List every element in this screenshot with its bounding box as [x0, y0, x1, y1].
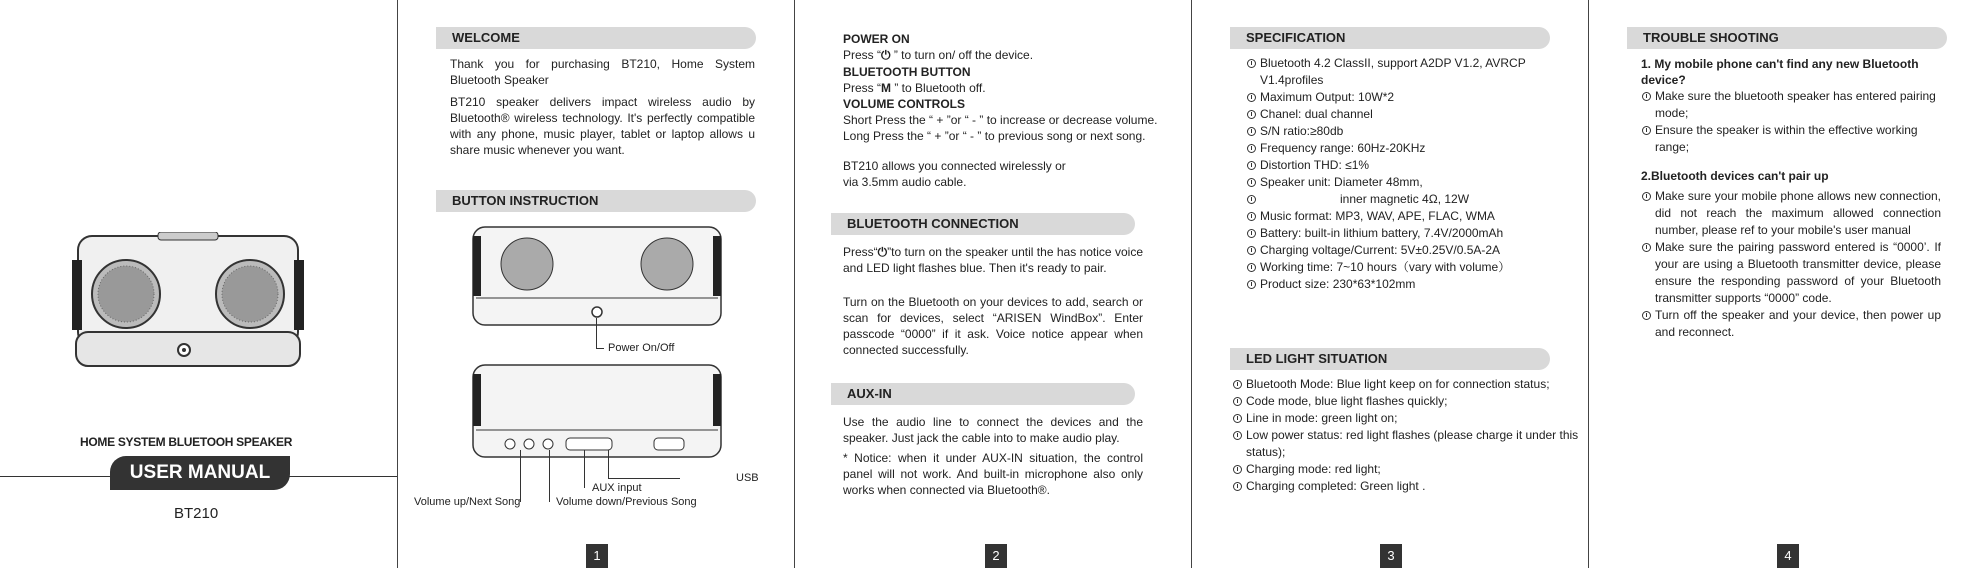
led-light-heading: LED LIGHT SITUATION — [1230, 348, 1550, 370]
spec-item: Battery: built-in lithium battery, 7.4V/2000mAh — [1246, 225, 1566, 242]
specification-heading: SPECIFICATION — [1230, 27, 1550, 49]
volume-long-press: Long Press the “ + ”or “ - ” to previous song or next song. — [843, 129, 1146, 143]
answer-item: Make sure your mobile phone allows new connection, did not reach the maximum allowed connection number, please ref to your mobile's user manual — [1641, 188, 1941, 239]
spec-item: Speaker unit: Diameter 48mm, — [1246, 174, 1566, 191]
answer-2-list — [1641, 188, 1941, 341]
bluetooth-connection-heading: BLUETOOTH CONNECTION — [831, 213, 1135, 235]
volume-controls-heading: VOLUME CONTROLS — [843, 97, 965, 111]
volume-down-prev-label: Volume down/Previous Song — [556, 496, 697, 508]
button-instruction-heading: BUTTON INSTRUCTION — [436, 190, 756, 212]
cover-panel — [0, 0, 397, 568]
spec-item: Product size: 230*63*102mm — [1246, 276, 1566, 293]
led-status-list — [1232, 376, 1582, 495]
page-3 — [1191, 0, 1588, 568]
page-number-2: 2 — [985, 544, 1007, 568]
spec-item: Bluetooth 4.2 ClassII, support A2DP V1.2, AVRCP V1.4profiles — [1246, 55, 1566, 89]
wireless-note: BT210 allows you connected wirelessly or via 3.5mm audio cable. — [843, 159, 1066, 189]
user-manual-badge: USER MANUAL — [110, 456, 290, 490]
bluetooth-connection-paragraph-1: Press“⏻”to turn on the speaker until the has notice voice and LED light flashes blue. Then it's ready to pair. — [843, 245, 1143, 275]
led-item: Low power status: red light flashes (please charge it under this status); — [1232, 427, 1582, 461]
led-item: Code mode, blue light flashes quickly; — [1232, 393, 1582, 410]
page-number-3: 3 — [1380, 544, 1402, 568]
welcome-heading: WELCOME — [436, 27, 756, 49]
spec-item: Music format: MP3, WAV, APE, FLAC, WMA — [1246, 208, 1566, 225]
led-item: Line in mode: green light on; — [1232, 410, 1582, 427]
spec-item: Distortion THD: ≤1% — [1246, 157, 1566, 174]
spec-item: S/N ratio:≥80db — [1246, 123, 1566, 140]
product-title: HOME SYSTEM BLUETOOH SPEAKER — [80, 435, 293, 449]
power-on-off-label: Power On/Off — [608, 342, 675, 354]
page-number-1: 1 — [586, 544, 608, 568]
aux-in-notice: * Notice: when it under AUX-IN situation, the control panel will not work. And built-in microphone also only works when connected via Bluetooth®. — [843, 451, 1143, 497]
answer-item: Make sure the pairing password entered is “0000’. If your are using a Bluetooth transmitter device, please ensure the responding password of your Bluetooth transmitter supports “0000” code. — [1641, 239, 1941, 307]
speaker-back-diagram — [472, 364, 722, 464]
page-4 — [1588, 0, 1986, 568]
power-on-heading: POWER ON — [843, 32, 910, 46]
welcome-paragraph-1: Thank you for purchasing BT210, Home System Bluetooth Speaker — [450, 57, 755, 87]
trouble-shooting-heading: TROUBLE SHOOTING — [1627, 27, 1947, 49]
power-icon: ⏻ — [881, 48, 891, 62]
aux-input-label: AUX input — [592, 482, 642, 494]
usb-callout-line-h — [608, 478, 680, 479]
specification-list — [1246, 55, 1566, 293]
aux-callout-line — [584, 450, 585, 488]
led-item: Bluetooth Mode: Blue light keep on for connection status; — [1232, 376, 1582, 393]
bluetooth-button-heading: BLUETOOTH BUTTON — [843, 65, 971, 79]
page-number-4: 4 — [1777, 544, 1799, 568]
speaker-front-diagram — [472, 226, 722, 336]
usb-label: USB — [736, 472, 759, 484]
volume-up-next-label: Volume up/Next Song — [414, 496, 521, 508]
question-2: 2.Bluetooth devices can't pair up — [1641, 169, 1829, 183]
vol-down-callout-line — [549, 450, 550, 502]
answer-1-list — [1641, 88, 1946, 156]
aux-in-paragraph-1: Use the audio line to connect the devices and the speaker. Just jack the cable into to make audio play. — [843, 415, 1143, 445]
usb-callout-line — [608, 450, 609, 478]
power-callout-line — [596, 318, 597, 348]
answer-item: Ensure the speaker is within the effective working range; — [1641, 122, 1946, 156]
bluetooth-connection-paragraph-2: Turn on the Bluetooth on your devices to add, search or scan for devices, select “ARISEN WindBox”. Enter passcode “0000” if it ask. Voice notice appear when connected successfully. — [843, 295, 1143, 357]
vol-up-callout-line — [520, 450, 521, 502]
led-item: Charging mode: red light; — [1232, 461, 1582, 478]
speaker-illustration — [68, 232, 308, 372]
spec-item: Chanel: dual channel — [1246, 106, 1566, 123]
spec-item: Frequency range: 60Hz-20KHz — [1246, 140, 1566, 157]
spec-item: Charging voltage/Current: 5V±0.25V/0.5A-2A — [1246, 242, 1566, 259]
question-1: 1. My mobile phone can't find any new Bluetooth device? — [1641, 57, 1919, 87]
spec-item: Maximum Output: 10W*2 — [1246, 89, 1566, 106]
welcome-paragraph-2: BT210 speaker delivers impact wireless audio by Bluetooth® wireless technology. It's perfectly compatible with any phone, music player, tablet or laptop allows u share music whenever you want. — [450, 95, 755, 157]
power-icon-inline: ⏻ — [877, 245, 888, 259]
spec-item: Working time: 7~10 hours（vary with volume） — [1246, 259, 1566, 276]
model-number: BT210 — [174, 505, 219, 522]
led-item: Charging completed: Green light . — [1232, 478, 1582, 495]
answer-item: Turn off the speaker and your device, then power up and reconnect. — [1641, 307, 1941, 341]
volume-short-press: Short Press the “ + ”or “ - ” to increase or decrease volume. — [843, 113, 1158, 127]
aux-in-heading: AUX-IN — [831, 383, 1135, 405]
spec-item-continuation: inner magnetic 4Ω, 12W — [1246, 191, 1566, 208]
page-1 — [397, 0, 794, 568]
m-key-icon: M — [881, 81, 892, 95]
answer-item: Make sure the bluetooth speaker has entered pairing mode; — [1641, 88, 1946, 122]
bluetooth-button-text: Press “M ” to Bluetooth off. — [843, 81, 986, 95]
page-2 — [794, 0, 1191, 568]
power-callout-line-h — [596, 348, 604, 349]
power-on-text: Press “⏻ ” to turn on/ off the device. — [843, 48, 1034, 62]
